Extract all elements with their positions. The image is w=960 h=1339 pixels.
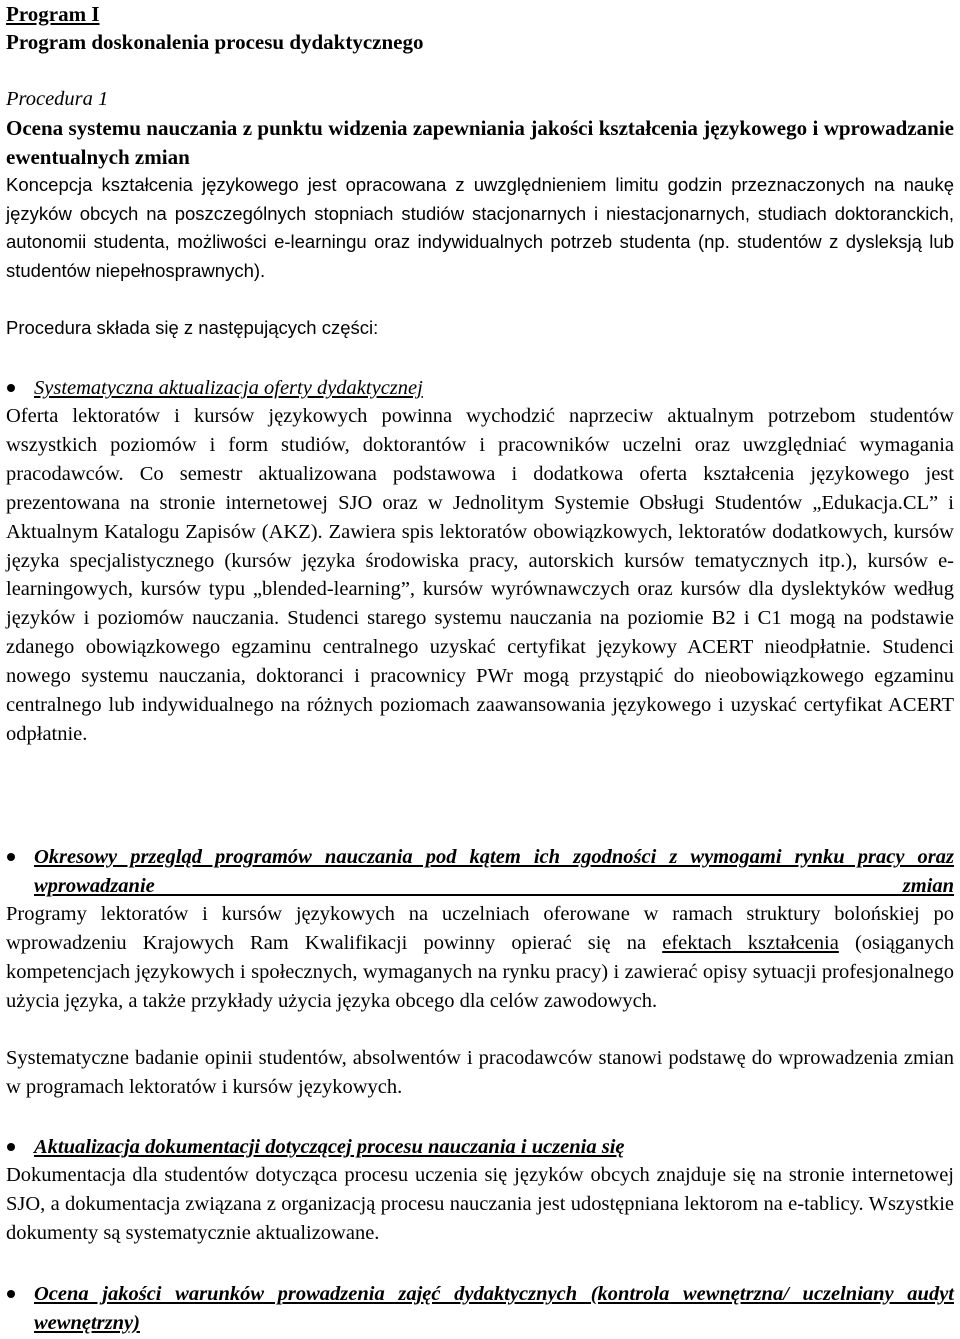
- bullet-icon: [7, 1290, 15, 1298]
- program-title: Program I: [6, 2, 100, 26]
- section-1-body: Oferta lektoratów i kursów językowych powinna wychodzić naprzeciw aktualnym potrzebom studentów wszystkich poziomów i form studiów, doktorantów i pracowników uczelni oraz uwzględniać wymagania pracodawców. Co semestr aktualizowana podstawowa i dodatkowa oferta kształcenia językowego jest prezentowana na stronie internetowej SJO oraz w Jednolitym Systemie Obsługi Studentów „Edukacja.CL” i Aktualnym Katalogu Zapisów (AKZ). Zawiera spis lektoratów obowiązkowych, lektoratów dodatkowych, kursów języka specjalistycznego (kursów języka środowiska pracy, autorskich kursów tematycznych itp.), kursów e-learningowych, kursów typu „blended-learning”, kursów wyrównawczych oraz kursów dla dyslektyków według języków i poziomów nauczania. Studenci starego systemu nauczania na poziomie B2 i C1 mogą na podstawie zdanego obowiązkowego egzaminu centralnego uzyskać certyfikat językowy ACERT nieodpłatnie. Studenci nowego systemu nauczania, doktoranci i pracownicy PWr mogą przystąpić do nieobowiązkowego egzaminu centralnego lub indywidualnego na różnych poziomach zaawansowania językowego i uzyskać certyfikat ACERT odpłatnie.: [6, 405, 954, 745]
- section-1-heading: Systematyczna aktualizacja oferty dydaktycznej: [34, 377, 423, 399]
- section-2-heading: Okresowy przegląd programów nauczania pod kątem ich zgodności z wymogami rynku pracy oraz wprowadzanie zmian: [34, 846, 954, 897]
- section-3-body: Dokumentacja dla studentów dotycząca procesu uczenia się języków obcych znajduje się na stronie internetowej SJO, a dokumentacja związana z organizacją procesu nauczania jest udostępniana lektorom na e-tablicy. Wszystkie dokumenty są systematycznie aktualizowane.: [6, 1164, 954, 1244]
- procedure-intro: Koncepcja kształcenia językowego jest opracowana z uwzględnieniem limitu godzin przeznaczonych na naukę języków obcych na poszczególnych stopniach studiów stacjonarnych i niestacjonarnych, studiach doktoranckich, autonomii studenta, możliwości e-learningu oraz indywidualnych potrzeb studenta (np. studentów z dysleksją lub studentów niepełnosprawnych).: [6, 174, 954, 281]
- bullet-icon: [7, 384, 15, 392]
- bullet-icon: [7, 853, 15, 861]
- section-2-body-2: Systematyczne badanie opinii studentów, absolwentów i pracodawców stanowi podstawę do wprowadzenia zmian w programach lektoratów i kursów językowych.: [6, 1047, 954, 1098]
- procedure-heading: Ocena systemu nauczania z punktu widzenia zapewniania jakości kształcenia językowego i wprowadzanie ewentualnych zmian: [6, 116, 954, 169]
- procedure-label: Procedura 1: [6, 88, 109, 110]
- section-4-heading: Ocena jakości warunków prowadzenia zajęć dydaktycznych (kontrola wewnętrzna/ uczelniany audyt wewnętrzny): [34, 1283, 954, 1334]
- efekty-ksztalcenia-link[interactable]: efektach kształcenia: [662, 932, 839, 954]
- procedure-parts-intro: Procedura składa się z następujących części:: [6, 317, 379, 338]
- section-2-body-text-cont: (osiąganych kompetencjach językowych i społecznych, wymaganych na rynku pracy) i zawierać opisy sytuacji profesjonalnego użycia języka, a także przykłady użycia języka obcego dla celów zawodowych.: [6, 932, 955, 1012]
- section-2-body-text: Programy lektoratów i kursów językowych na uczelniach oferowane w ramach struktury bolońskiej po wprowadzeniu Krajowych Ram Kwalifikacji powinny opierać się na: [6, 903, 954, 954]
- program-subtitle: Program doskonalenia procesu dydaktycznego: [6, 30, 424, 54]
- section-3-heading: Aktualizacja dokumentacji dotyczącej procesu nauczania i uczenia się: [34, 1136, 625, 1158]
- section-2-body: [6, 900, 954, 1016]
- bullet-icon: [7, 1143, 15, 1151]
